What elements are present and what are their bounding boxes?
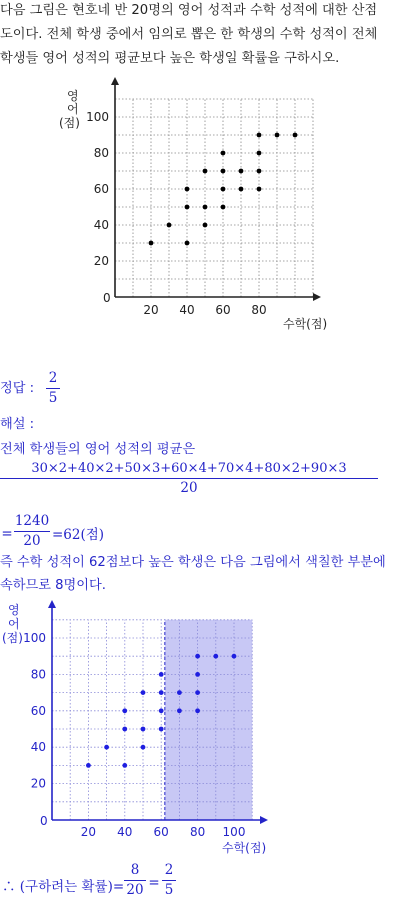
y-tick-label: 20 xyxy=(93,254,109,268)
scatter-point xyxy=(159,727,164,732)
solution-line-1: 전체 학생들의 영어 성적의 평균은 xyxy=(0,442,196,457)
mean-numerator: 30×2+40×2+50×3+60×4+70×4+80×2+90×3 xyxy=(31,461,347,476)
scatter-point xyxy=(275,133,280,138)
fraction-bar xyxy=(162,880,176,881)
scatter-point xyxy=(122,708,127,713)
scatter-point xyxy=(257,169,262,174)
y-tick-label: 40 xyxy=(93,218,109,232)
final-denominator-2: 5 xyxy=(164,882,174,898)
scatter-point xyxy=(257,187,262,192)
y-tick-label: 80 xyxy=(30,667,46,682)
scatter-point xyxy=(195,672,200,677)
x-tick-label: 60 xyxy=(153,825,169,839)
x-tick-label: 40 xyxy=(179,303,195,317)
y-tick-label: 100 xyxy=(86,110,109,124)
scatter-point xyxy=(293,133,298,138)
scatter-chart-2 xyxy=(0,598,290,862)
x-tick-label: 60 xyxy=(215,303,231,317)
eq-prefix: = xyxy=(1,526,13,542)
y-tick-label: 80 xyxy=(93,146,109,160)
scatter-point xyxy=(221,187,226,192)
answer-label: 정답 : xyxy=(0,381,35,396)
chart1-ylabel-mid: 어 xyxy=(67,102,79,116)
solution-label: 해설 : xyxy=(0,417,35,432)
fraction-bar xyxy=(0,478,378,479)
scatter-point xyxy=(213,654,218,659)
answer-denominator: 5 xyxy=(48,390,58,406)
scatter-point xyxy=(221,151,226,156)
final-fraction-2 xyxy=(162,862,176,899)
scatter-point xyxy=(141,727,146,732)
scatter-point xyxy=(141,690,146,695)
x-tick-label: 100 xyxy=(222,825,246,839)
scatter-point xyxy=(122,763,127,768)
scatter-point xyxy=(203,169,208,174)
scatter-point xyxy=(195,690,200,695)
y-tick-label: 60 xyxy=(93,182,109,196)
scatter-point xyxy=(86,763,91,768)
shaded-area xyxy=(165,620,252,820)
scatter-point xyxy=(185,205,190,210)
scatter-point xyxy=(203,205,208,210)
sum-denominator: 20 xyxy=(23,533,41,549)
chart2-ylabel-unit: (점) xyxy=(2,631,23,645)
scatter-point xyxy=(177,708,182,713)
scatter-point xyxy=(185,241,190,246)
scatter-point xyxy=(159,672,164,677)
x-tick-label: 40 xyxy=(117,825,133,839)
chart1-tick-labels xyxy=(86,110,267,317)
fraction-bar xyxy=(14,531,50,532)
fraction-bar xyxy=(46,388,60,389)
final-numerator-2: 2 xyxy=(164,862,174,878)
chart1-ylabel-top: 영 xyxy=(67,89,79,103)
answer-fraction xyxy=(46,370,60,407)
solution-line-2: 즉 수학 성적이 62점보다 높은 학생은 다음 그림에서 색칠한 부분에 xyxy=(0,555,386,570)
y-tick-label: 60 xyxy=(30,703,46,718)
scatter-point xyxy=(239,187,244,192)
solution-line-3: 속하므로 8명이다. xyxy=(0,578,106,593)
chart1-axes xyxy=(111,77,321,301)
scatter-point xyxy=(185,187,190,192)
scatter-point xyxy=(149,241,154,246)
scatter-point xyxy=(257,133,262,138)
scatter-point xyxy=(159,708,164,713)
x-tick-label: 20 xyxy=(143,303,159,317)
problem-line-3: 학생들 영어 성적의 평균보다 높은 학생일 확률을 구하시오. xyxy=(0,51,340,66)
final-numerator-1: 8 xyxy=(130,862,140,878)
final-equals: = xyxy=(148,875,160,891)
scatter-point xyxy=(232,654,237,659)
scatter-point xyxy=(104,745,109,750)
x-tick-label: 80 xyxy=(251,303,267,317)
chart2-xlabel: 수학(점) xyxy=(222,841,267,855)
chart1-xlabel: 수학(점) xyxy=(283,317,328,331)
eq-result: =62(점) xyxy=(52,527,105,543)
x-axis-arrow xyxy=(260,816,268,824)
eq-prefix-wrap xyxy=(0,513,14,545)
scatter-point xyxy=(195,654,200,659)
scatter-chart-1 xyxy=(55,75,345,350)
scatter-point xyxy=(221,169,226,174)
problem-line-1: 다음 그림은 현호네 반 20명의 영어 성적과 수학 성적에 대한 산점 xyxy=(0,3,378,18)
mean-denominator: 20 xyxy=(180,480,198,496)
chart2-origin-label: 0 xyxy=(40,814,48,828)
x-tick-label: 80 xyxy=(189,825,206,839)
sum-fraction xyxy=(14,513,50,550)
shaded-region xyxy=(165,620,252,820)
fraction-bar xyxy=(124,880,146,881)
chart2-ylabel-mid: 어 xyxy=(8,617,20,631)
scatter-point xyxy=(177,690,182,695)
scatter-point xyxy=(167,223,172,228)
scatter-point xyxy=(257,151,262,156)
y-tick-label: 20 xyxy=(30,776,46,791)
chart1-grid xyxy=(115,99,313,297)
y-tick-label: 100 xyxy=(23,631,46,645)
problem-line-2: 도이다. 전체 학생 중에서 임의로 뽑은 한 학생의 수학 성적이 전체 xyxy=(0,27,378,42)
y-tick-label: 40 xyxy=(30,740,46,755)
scatter-point xyxy=(203,223,208,228)
scatter-point xyxy=(141,745,146,750)
scatter-point xyxy=(239,169,244,174)
scatter-point xyxy=(122,727,127,732)
sum-numerator: 1240 xyxy=(14,513,50,529)
x-tick-label: 20 xyxy=(80,825,97,839)
chart1-ylabel-unit: (점) xyxy=(59,116,80,130)
scatter-point xyxy=(221,205,226,210)
scatter-point xyxy=(159,690,164,695)
final-prefix: ∴ (구하려는 확률)= xyxy=(2,879,125,895)
y-axis-arrow xyxy=(111,77,119,85)
x-axis-arrow xyxy=(313,293,321,301)
y-axis-arrow xyxy=(48,600,56,608)
answer-numerator: 2 xyxy=(48,370,58,386)
chart2-ylabel-top: 영 xyxy=(8,603,20,617)
final-fraction-1 xyxy=(124,862,146,899)
mean-fraction xyxy=(0,460,378,497)
chart1-origin-label: 0 xyxy=(103,291,111,305)
scatter-point xyxy=(195,708,200,713)
final-denominator-1: 20 xyxy=(126,882,144,898)
